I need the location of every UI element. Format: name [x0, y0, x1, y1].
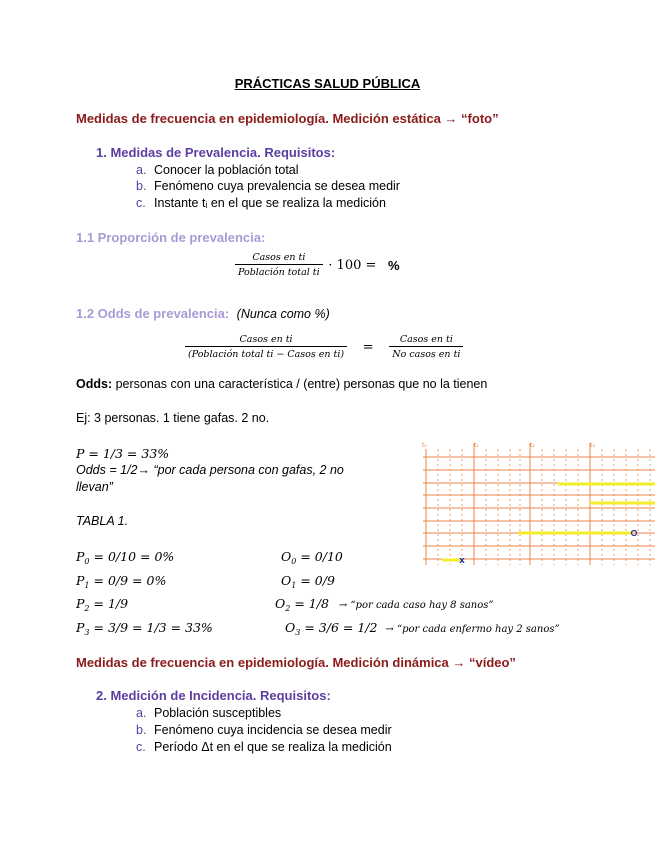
odds-fraction-2: [389, 334, 463, 360]
table-row-odds: [285, 620, 560, 637]
list-text: Conocer la población total: [154, 163, 299, 177]
o-subscript: 0: [291, 557, 297, 566]
list-item: [136, 740, 392, 754]
list-letter: a.: [136, 706, 147, 720]
percent-sign: %: [388, 257, 400, 273]
table-row: [76, 620, 213, 637]
time-label-t3: t₃: [590, 442, 595, 449]
table-row: [76, 549, 174, 566]
time-label-t1: t₁: [474, 442, 479, 449]
table-label: TABLA 1.: [76, 514, 129, 528]
example-odds-line-2: llevan”: [76, 480, 113, 494]
p-subscript: 0: [84, 557, 90, 566]
o-value: = 0/10: [300, 549, 343, 564]
fraction-denominator: No casos en ti: [392, 349, 461, 360]
p-value: = 0/9 = 0%: [93, 573, 167, 588]
o-symbol: O: [281, 573, 292, 588]
p-value: = 1/9: [93, 596, 129, 611]
example-odds-line-1: Odds = 1/2→ “por cada persona con gafas, 2 no: [76, 463, 344, 477]
p-subscript: 2: [84, 604, 90, 613]
o-value: = 0/9: [300, 573, 335, 588]
odds-prevalence-heading-row: [76, 306, 330, 321]
p-value: = 3/9 = 1/3 = 33%: [93, 620, 213, 635]
example-intro: Ej: 3 personas. 1 tiene gafas. 2 no.: [76, 411, 270, 425]
time-label-t0: t₀: [422, 442, 427, 449]
p-subscript: 1: [84, 581, 90, 590]
proportion-fraction: [235, 252, 323, 278]
table-row: [76, 596, 128, 613]
list-text: Fenómeno cuya prevalencia se desea medir: [154, 179, 400, 193]
list-item: [136, 723, 392, 737]
odds-prevalence-heading: 1.2 Odds de prevalencia:: [76, 306, 230, 321]
fraction-denominator: Población total ti: [238, 267, 320, 278]
o-symbol: O: [285, 620, 296, 635]
time-label-t2: t₂: [530, 442, 535, 449]
list-text: Período Δt en el que se realiza la medición: [154, 740, 392, 754]
list-letter: b.: [136, 179, 147, 193]
list-item: [136, 179, 400, 193]
section-static-heading: Medidas de frecuencia en epidemiología. Medición estática → “foto”: [76, 111, 499, 126]
case-marker-x: x: [459, 556, 465, 566]
table-row-odds: [281, 549, 343, 566]
list-letter: c.: [136, 196, 146, 210]
list-text: Instante tᵢ en el que se realiza la medición: [154, 196, 386, 210]
p-value: = 0/10 = 0%: [93, 549, 175, 564]
o-value: = 1/8: [294, 596, 329, 611]
o-subscript: 1: [291, 581, 297, 590]
prevalence-heading: 1. Medidas de Prevalencia. Requisitos:: [96, 145, 336, 160]
section-dynamic-heading: Medidas de frecuencia en epidemiología. Medición dinámica → “vídeo”: [76, 655, 516, 670]
example-p-line: P = 1/3 = 33%: [76, 446, 170, 461]
fraction-numerator: Casos en ti: [235, 252, 323, 265]
odds-label: Odds:: [76, 377, 113, 391]
list-letter: a.: [136, 163, 147, 177]
p-subscript: 3: [84, 628, 90, 637]
list-letter: b.: [136, 723, 147, 737]
fraction-numerator: Casos en ti: [389, 334, 463, 347]
list-letter: c.: [136, 740, 146, 754]
p-symbol: P: [76, 549, 85, 564]
page-title: PRÁCTICAS SALUD PÚBLICA: [234, 76, 421, 91]
odds-fraction-1: [185, 334, 347, 360]
o-subscript: 2: [285, 604, 291, 613]
list-item: [136, 163, 299, 177]
odds-note: (Nunca como %): [236, 307, 330, 321]
o-value: = 3/6 = 1/2: [304, 620, 378, 635]
list-item: [136, 196, 386, 210]
o-subscript: 3: [295, 628, 301, 637]
diagram-dashed-lines: [438, 449, 650, 565]
odds-text: personas con una característica / (entre) personas que no la tienen: [115, 377, 488, 391]
fraction-denominator: (Población total ti − Casos en ti): [188, 349, 345, 360]
p-symbol: P: [76, 573, 85, 588]
odds-formula: [185, 334, 463, 360]
proportion-heading: 1.1 Proporción de prevalencia:: [76, 230, 266, 245]
o-symbol: O: [281, 549, 292, 564]
timeline-diagram: [418, 437, 655, 571]
proportion-formula: [235, 252, 400, 278]
table-row: [76, 573, 166, 590]
fraction-numerator: Casos en ti: [185, 334, 347, 347]
incidence-heading: 2. Medición de Incidencia. Requisitos:: [96, 688, 331, 703]
odds-note-2: → “por cada caso hay 8 sanos”: [338, 600, 494, 611]
list-text: Población susceptibles: [154, 706, 282, 720]
table-row-odds: [281, 573, 335, 590]
p-symbol: P: [76, 596, 85, 611]
table-row-odds: [275, 596, 494, 613]
list-text: Fenómeno cuya incidencia se desea medir: [154, 723, 392, 737]
equals-sign: =: [362, 339, 374, 355]
odds-definition: [76, 377, 487, 391]
p-symbol: P: [76, 620, 85, 635]
o-symbol: O: [275, 596, 286, 611]
list-item: [136, 706, 281, 720]
odds-note-3: → “por cada enfermo hay 2 sanos”: [385, 624, 560, 635]
formula-tail: · 100 =: [328, 257, 377, 273]
